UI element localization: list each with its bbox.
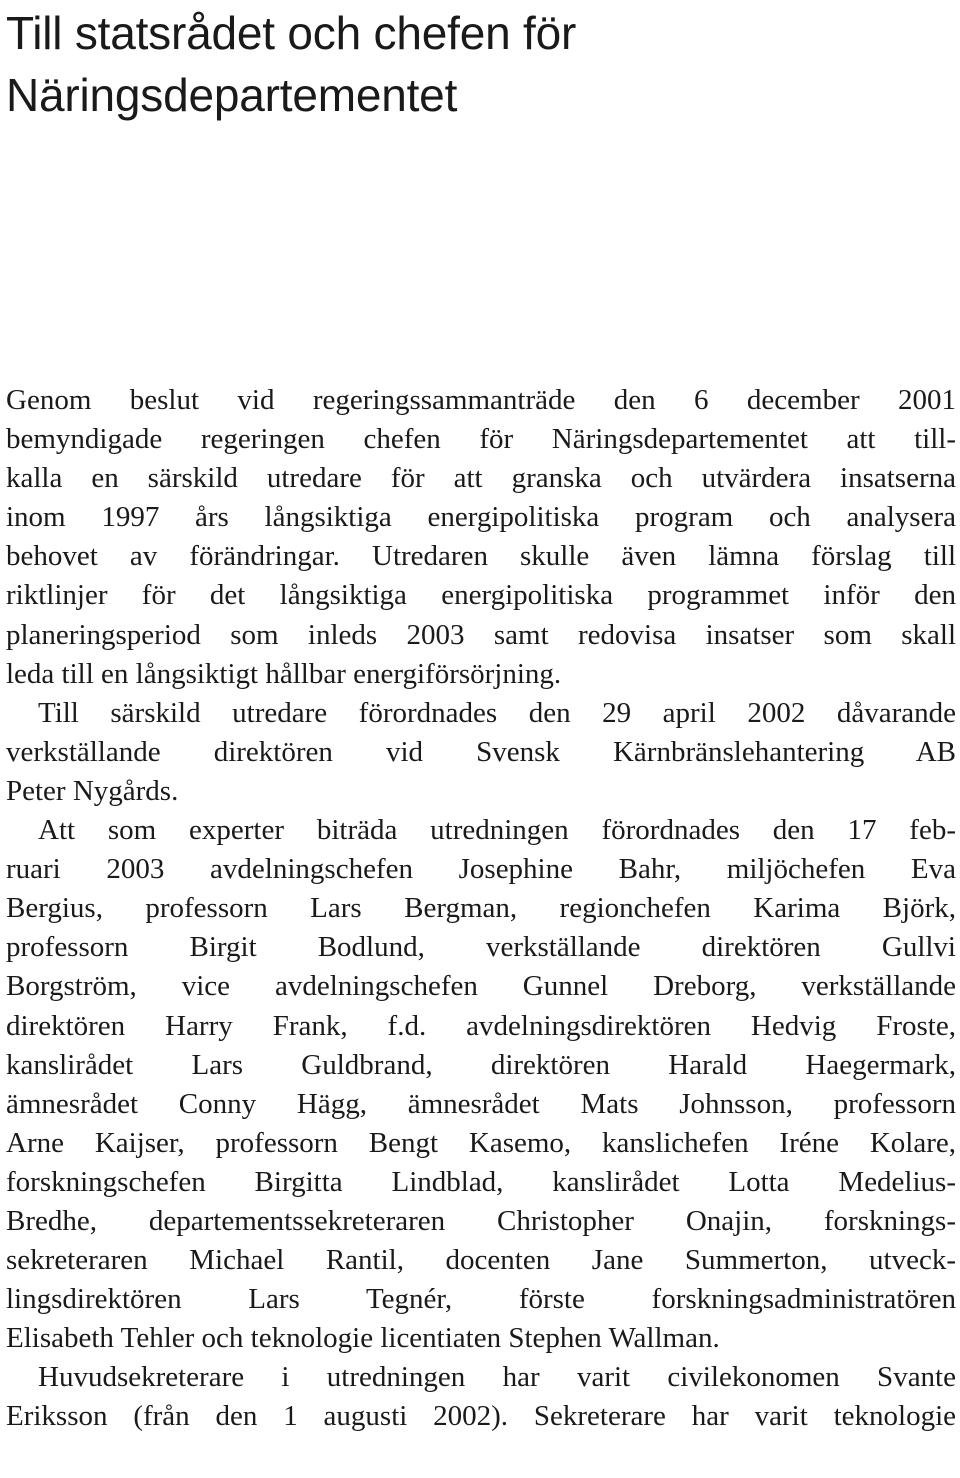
text-line: Peter Nygårds.	[6, 774, 179, 807]
text-line: Till särskild utredare förordnades den 29 april 2002 dåvarande	[38, 696, 956, 729]
text-line: Arne Kaijser, professorn Bengt Kasemo, kanslichefen Iréne Kolare,	[6, 1126, 956, 1159]
text-line: Borgström, vice avdelningschefen Gunnel Dreborg, verkställande	[6, 970, 956, 1003]
text-line: planeringsperiod som inleds 2003 samt redovisa insatser som skall	[6, 618, 956, 651]
paragraph	[6, 381, 956, 694]
text-line: Elisabeth Tehler och teknologie licentiaten Stephen Wallman.	[6, 1322, 720, 1355]
text-line: verkställande direktören vid Svensk Kärnbränslehantering AB	[6, 735, 956, 768]
paragraph	[6, 694, 956, 811]
title-line: Till statsrådet och chefen för	[6, 7, 577, 59]
text-line: kalla en särskild utredare för att granska och utvärdera insatserna	[6, 462, 956, 495]
paragraph	[6, 1358, 956, 1436]
document-body	[6, 381, 956, 1437]
text-line: bemyndigade regeringen chefen för Näringsdepartementet att till-	[6, 423, 956, 456]
text-line: sekreteraren Michael Rantil, docenten Jane Summerton, utveck-	[6, 1244, 956, 1277]
text-line: professorn Birgit Bodlund, verkställande direktören Gullvi	[6, 931, 956, 964]
text-line: Att som experter biträda utredningen förordnades den 17 feb-	[38, 814, 956, 847]
text-line: direktören Harry Frank, f.d. avdelningsdirektören Hedvig Froste,	[6, 1009, 956, 1042]
title-line: Näringsdepartementet	[6, 69, 458, 121]
text-line: leda till en långsiktigt hållbar energiförsörjning.	[6, 657, 562, 690]
text-line: Eriksson (från den 1 augusti 2002). Sekreterare har varit teknologie	[6, 1400, 956, 1433]
text-line: ruari 2003 avdelningschefen Josephine Bahr, miljöchefen Eva	[6, 853, 956, 886]
text-line: inom 1997 års långsiktiga energipolitiska program och analysera	[6, 501, 956, 534]
document-page	[6, 0, 956, 1478]
text-line: forskningschefen Birgitta Lindblad, kanslirådet Lotta Medelius-	[6, 1165, 956, 1198]
text-line: ämnesrådet Conny Hägg, ämnesrådet Mats Johnsson, professorn	[6, 1087, 956, 1120]
text-line: behovet av förändringar. Utredaren skulle även lämna förslag till	[6, 540, 956, 573]
text-line: Genom beslut vid regeringssammanträde den 6 december 2001	[6, 384, 956, 416]
text-line: lingsdirektören Lars Tegnér, förste forskningsadministratören	[6, 1283, 956, 1316]
text-line: kanslirådet Lars Guldbrand, direktören Harald Haegermark,	[6, 1048, 956, 1081]
document-title	[6, 0, 956, 126]
paragraph	[6, 811, 956, 1358]
text-line: Bredhe, departementssekreteraren Christopher Onajin, forsknings-	[6, 1204, 956, 1237]
text-line: Bergius, professorn Lars Bergman, regionchefen Karima Björk,	[6, 892, 956, 925]
text-line: Huvudsekreterare i utredningen har varit civilekonomen Svante	[38, 1361, 956, 1394]
text-line: riktlinjer för det långsiktiga energipolitiska programmet inför den	[6, 579, 956, 612]
